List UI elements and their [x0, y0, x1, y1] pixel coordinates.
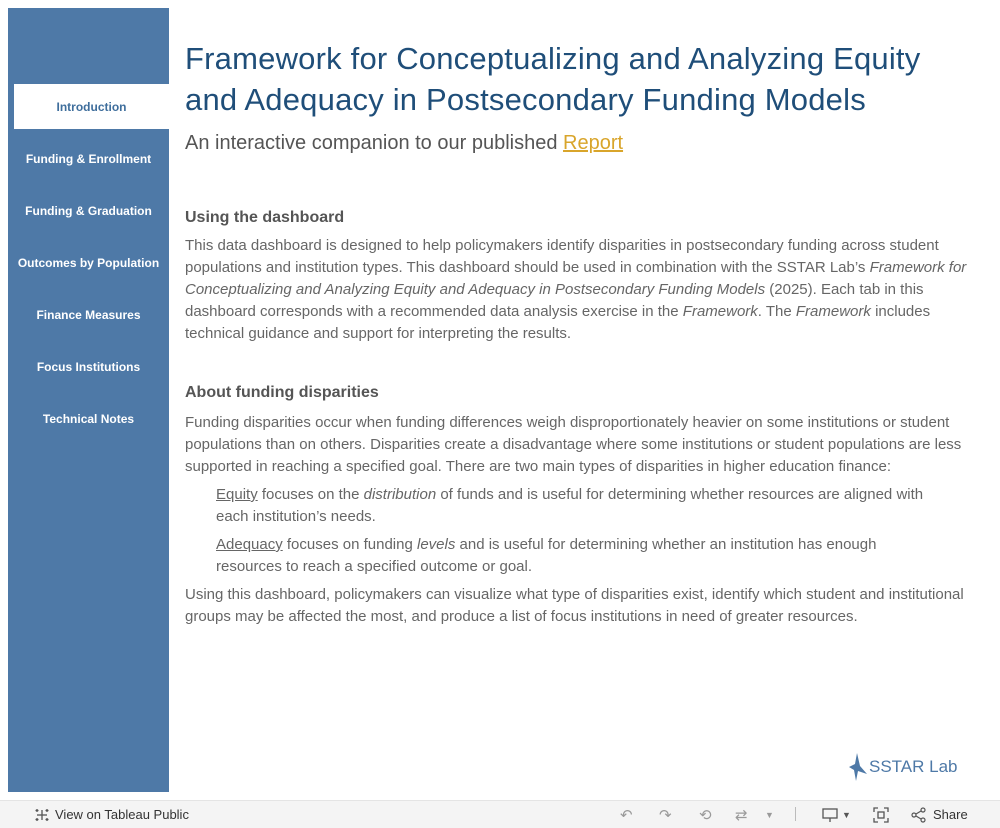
using-text-2: (2025). Each tab in this dashboard corresponds with a recommended data analysis exercise in the: [185, 281, 924, 320]
subtitle-text: An interactive companion to our published: [185, 132, 558, 154]
using-text-4: includes technical guidance and support for interpreting the results.: [185, 303, 931, 342]
subtitle: [185, 132, 975, 155]
tableau-toolbar: [0, 800, 1000, 828]
adequacy-text-1: focuses on funding: [286, 536, 413, 553]
sidebar-item-outcomes-by-population[interactable]: Outcomes by Population: [17, 255, 160, 270]
sstar-lab-logo: [848, 752, 958, 782]
fullscreen-icon: [873, 807, 889, 823]
share-icon: [911, 807, 927, 823]
share-label: Share: [933, 807, 968, 822]
equity-text-1: focuses on the: [261, 486, 360, 503]
equity-term: Equity: [216, 486, 258, 503]
section-heading-using-dashboard: Using the dashboard: [185, 209, 345, 226]
tableau-logo-icon: [34, 807, 50, 823]
closing-paragraph: Using this dashboard, policymakers can visualize what type of disparities exist, identify which student and institutional groups may be affected the most, and produce a list of focus institutions in need of greater resources.: [185, 586, 964, 625]
framework-italic-2: Framework: [795, 303, 871, 320]
revert-icon[interactable]: ⟲: [699, 806, 712, 824]
toolbar-divider: [795, 807, 796, 821]
equity-italic: distribution: [363, 486, 437, 503]
disparities-paragraph: Funding disparities occur when funding differences weigh disproportionately heavier on some institutions or student populations than on others. Disparities create a disadvantage where some institutions or student populations are less supported in reaching a specified goal. There are two main types of disparities in higher education finance:: [185, 414, 962, 475]
page-title: Framework for Conceptualizing and Analyzing Equity and Adequacy in Postsecondary Funding Models: [185, 41, 921, 117]
framework-italic-1: Framework: [682, 303, 758, 320]
sidebar-item-funding-enrollment[interactable]: Funding & Enrollment: [25, 151, 152, 166]
share-button[interactable]: [911, 807, 968, 823]
using-text-1: This data dashboard is designed to help policymakers identify disparities in postsecondary funding across student populations and institution types. This dashboard should be used in combination with the SSTAR Lab’s: [185, 237, 939, 276]
redo-icon[interactable]: ↷: [659, 806, 672, 824]
sidebar-item-finance-measures[interactable]: Finance Measures: [36, 307, 141, 322]
adequacy-item: [216, 534, 936, 578]
using-dashboard-paragraph: [185, 235, 975, 345]
sidebar-item-focus-institutions[interactable]: Focus Institutions: [36, 359, 141, 374]
equity-item: [216, 484, 936, 528]
undo-icon[interactable]: ↶: [620, 806, 633, 824]
adequacy-italic: levels: [417, 536, 456, 553]
sidebar-item-funding-graduation[interactable]: Funding & Graduation: [25, 203, 152, 218]
download-icon: [822, 807, 840, 823]
view-on-tableau-label: View on Tableau Public: [55, 807, 189, 822]
main-content: [185, 38, 975, 628]
logo-text: SSTAR Lab: [869, 757, 958, 776]
refresh-icon[interactable]: ⇄: [735, 806, 748, 824]
sidebar-item-introduction[interactable]: Introduction: [10, 84, 169, 129]
logo-mark-icon: [848, 752, 868, 782]
report-link[interactable]: Report: [563, 132, 624, 154]
using-text-3: . The: [757, 303, 792, 320]
sidebar-nav: [8, 8, 169, 792]
section-heading-funding-disparities: About funding disparities: [185, 384, 379, 401]
refresh-dropdown-icon[interactable]: ▼: [765, 809, 774, 820]
adequacy-text-2: and is useful for determining whether an institution has enough resources to reach a specified outcome or goal.: [216, 536, 877, 575]
download-dropdown-icon: ▼: [842, 809, 851, 820]
download-button[interactable]: [822, 807, 851, 823]
adequacy-term: Adequacy: [216, 536, 283, 553]
view-on-tableau-button[interactable]: [34, 807, 189, 823]
fullscreen-button[interactable]: [873, 807, 889, 823]
sidebar-header-space: [8, 8, 169, 84]
sidebar-item-technical-notes[interactable]: Technical Notes: [42, 411, 135, 426]
equity-text-2: of funds and is useful for determining whether resources are aligned with each institution’s needs.: [216, 486, 924, 525]
framework-title-italic: Framework for Conceptualizing and Analyzing Equity and Adequacy in Postsecondary Funding Models: [185, 259, 967, 298]
